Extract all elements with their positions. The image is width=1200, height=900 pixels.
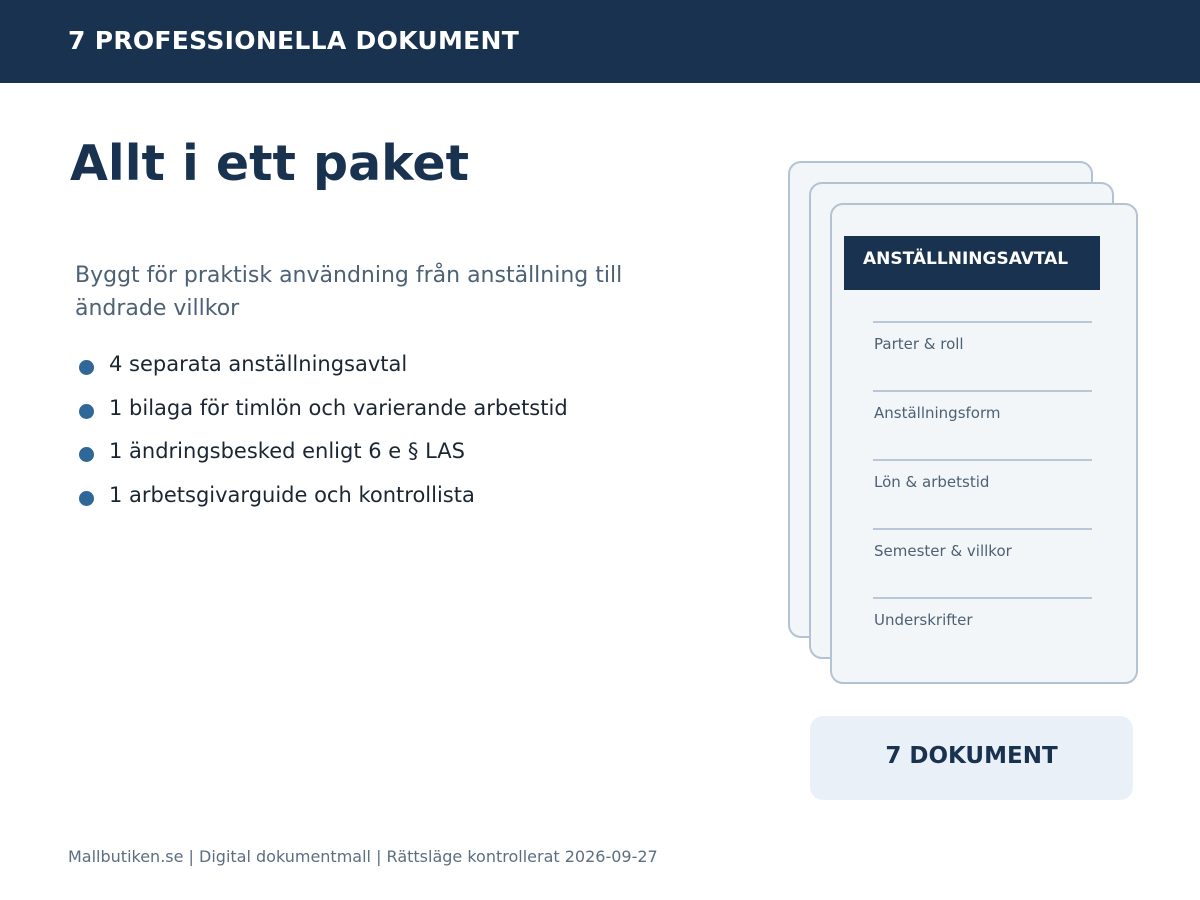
feature-text: 4 separata anställningsavtal <box>109 352 408 376</box>
feature-item <box>78 390 568 434</box>
subtitle: Byggt för praktisk användning från anställning till ändrade villkor <box>75 263 623 321</box>
document-section-divider <box>873 321 1092 323</box>
top-banner <box>0 0 1200 83</box>
document-title: ANSTÄLLNINGSAVTAL <box>863 249 1069 269</box>
feature-item <box>78 346 568 390</box>
document-section-divider <box>873 390 1092 392</box>
document-section-divider <box>873 528 1092 530</box>
document-section-label: Lön & arbetstid <box>874 473 990 491</box>
feature-text: 1 ändringsbesked enligt 6 e § LAS <box>109 439 465 463</box>
feature-item <box>78 477 568 521</box>
document-section-label: Parter & roll <box>874 335 964 353</box>
document-section-label: Anställningsform <box>874 404 1001 422</box>
feature-list <box>78 346 568 520</box>
banner-title: 7 PROFESSIONELLA DOKUMENT <box>68 26 520 55</box>
footer-text: Mallbutiken.se | Digital dokumentmall | Rättsläge kontrollerat 2026-09-27 <box>68 847 658 866</box>
feature-text: 1 bilaga för timlön och varierande arbetstid <box>109 395 568 420</box>
document-section-divider <box>873 597 1092 599</box>
feature-item <box>78 433 568 477</box>
document-section-divider <box>873 459 1092 461</box>
document-section-label: Semester & villkor <box>874 542 1012 560</box>
bullet-dot-icon <box>79 491 94 506</box>
document-title-bar <box>844 236 1100 290</box>
document-count-label: 7 DOKUMENT <box>885 743 1058 769</box>
bullet-dot-icon <box>79 360 94 375</box>
feature-text: 1 arbetsgivarguide och kontrollista <box>109 482 475 507</box>
page-headline: Allt i ett paket <box>70 135 470 192</box>
bullet-dot-icon <box>79 404 94 419</box>
document-section-label: Underskrifter <box>874 611 973 629</box>
bullet-dot-icon <box>79 447 94 462</box>
document-count-badge <box>810 716 1133 800</box>
